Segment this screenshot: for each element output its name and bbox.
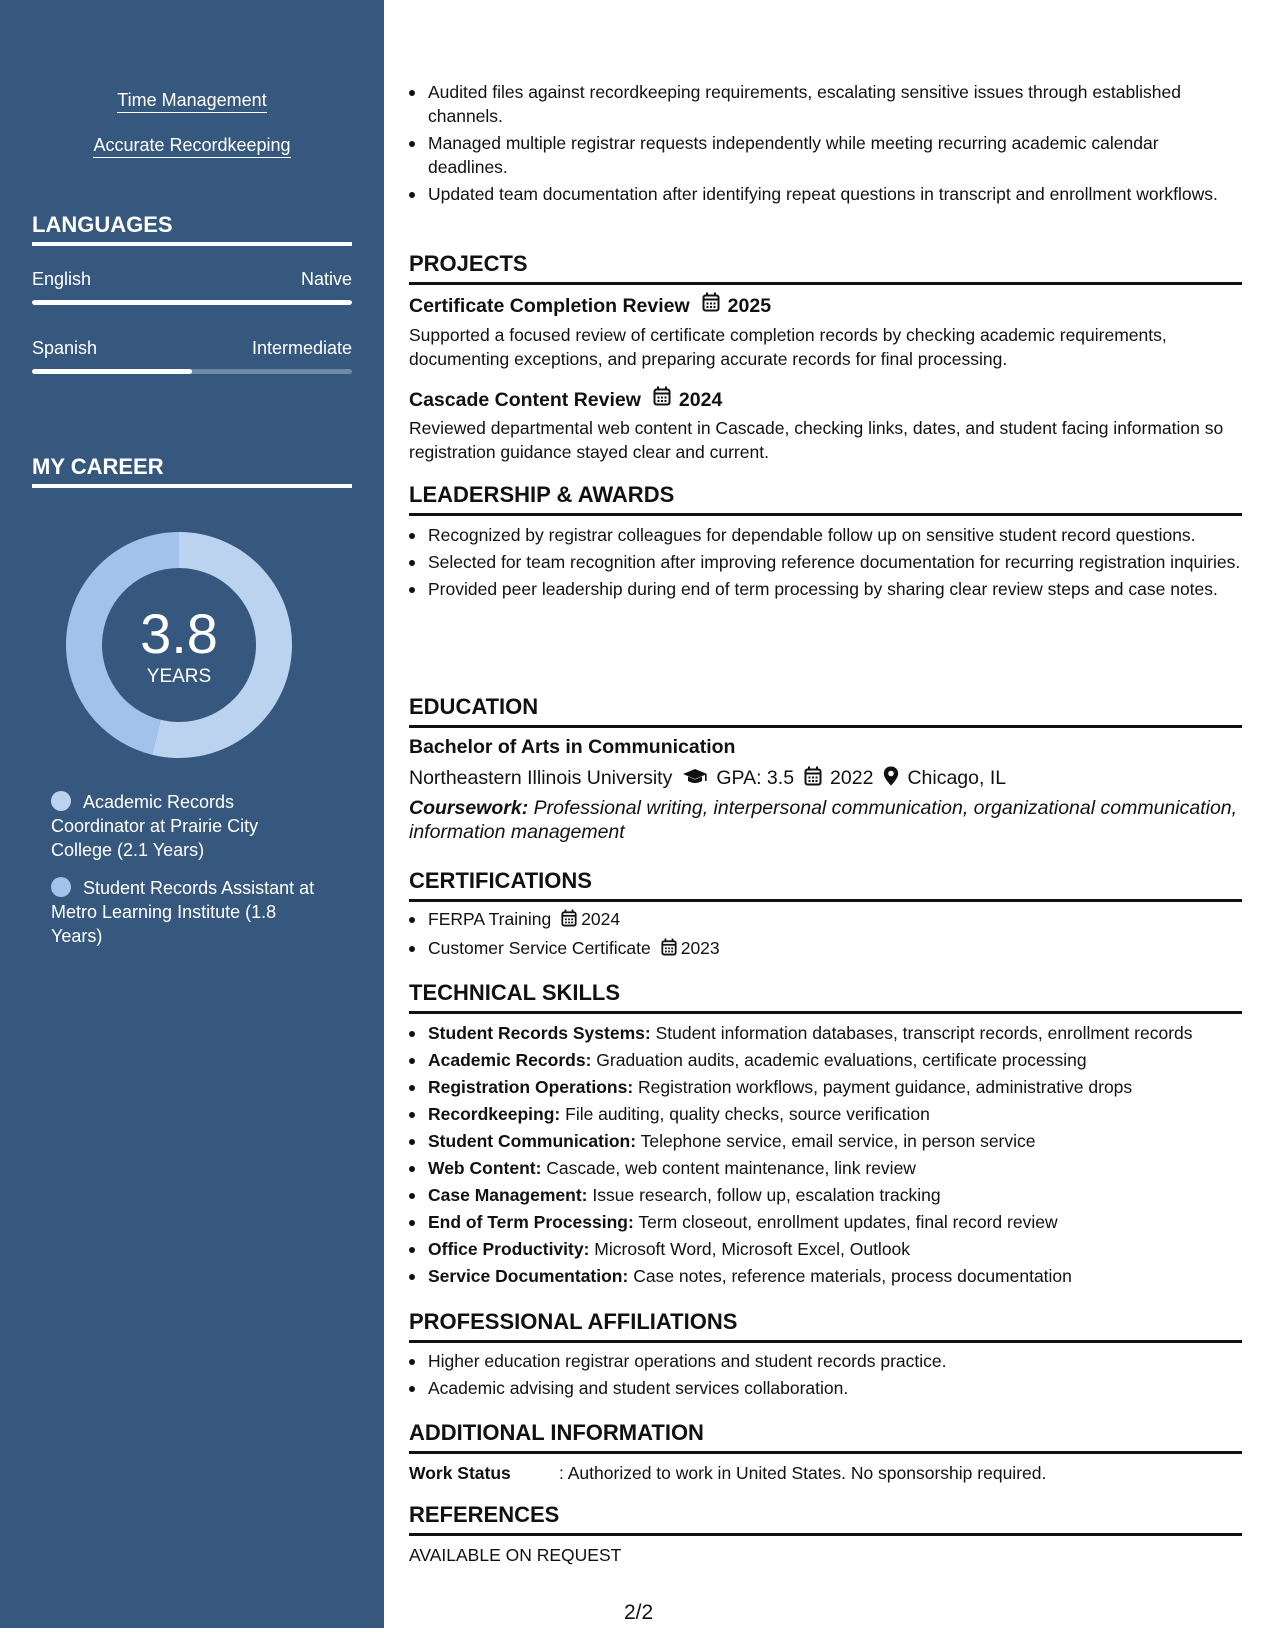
skill-label: Accurate Recordkeeping [93, 135, 290, 158]
career-total-value: 3.8 [140, 602, 218, 665]
project-description: Reviewed departmental web content in Cascade, checking links, dates, and student facing information so registration guidance stayed clear and current. [409, 418, 1224, 462]
experience-bullet: Updated team documentation after identifying repeat questions in transcript and enrollment workflows. [409, 182, 1242, 206]
location-pin-icon [883, 769, 899, 791]
references-text: AVAILABLE ON REQUEST [409, 1545, 622, 1565]
gpa: GPA: 3.5 [716, 767, 795, 789]
language-proficiency-fill [32, 300, 352, 305]
technical-skill-label: Student Communication: [428, 1131, 637, 1151]
languages-heading: LANGUAGES [32, 212, 352, 246]
technical-skill-value: Cascade, web content maintenance, link review [546, 1158, 916, 1178]
calendar-icon [661, 940, 677, 960]
affiliations-heading: PROFESSIONAL AFFILIATIONS [409, 1309, 1242, 1343]
experience-bullets [409, 80, 1242, 206]
career-legend-label: Academic Records Coordinator at Prairie City College (2.1 Years) [51, 792, 259, 860]
language-name: Spanish [32, 338, 98, 358]
career-legend-label: Student Records Assistant at Metro Learning Institute (1.8 Years) [51, 878, 315, 946]
technical-skills-list [409, 1020, 1242, 1290]
project-description: Supported a focused review of certificate completion records by checking academic requirements, documenting exceptions, and preparing accurate records for final processing. [409, 325, 1167, 369]
certification-year: 2024 [581, 909, 621, 929]
technical-skill-value: Term closeout, enrollment updates, final record review [638, 1212, 1058, 1232]
technical-skill-value: Telephone service, email service, in person service [640, 1131, 1036, 1151]
project-year: 2025 [727, 295, 772, 317]
technical-skill-item [409, 1101, 1242, 1128]
technical-skill-label: Service Documentation: [428, 1266, 629, 1286]
technical-skill-value: Registration workflows, payment guidance, administrative drops [638, 1077, 1133, 1097]
technical-skill-label: Academic Records: [428, 1050, 592, 1070]
technical-skill-value: Microsoft Word, Microsoft Excel, Outlook [594, 1239, 911, 1259]
career-donut-chart [66, 532, 292, 758]
project-title: Certificate Completion Review [409, 295, 690, 317]
certification-name: Customer Service Certificate [428, 938, 651, 958]
technical-skill-value: Issue research, follow up, escalation tracking [592, 1185, 941, 1205]
career-heading: MY CAREER [32, 454, 352, 488]
technical-skill-item [409, 1263, 1242, 1290]
technical-skill-item [409, 1074, 1242, 1101]
technical-skill-value: Student information databases, transcript records, enrollment records [655, 1023, 1193, 1043]
technical-skill-label: Registration Operations: [428, 1077, 634, 1097]
language-level: Intermediate [251, 338, 352, 358]
technical-skill-item [409, 1047, 1242, 1074]
project-title-row [409, 292, 771, 318]
technical-skill-value: Case notes, reference materials, process documentation [633, 1266, 1072, 1286]
coursework-text: Professional writing, interpersonal communication, organizational communication, information management [409, 797, 1238, 843]
technical-skill-item [409, 1236, 1242, 1263]
technical-skill-label: Student Records Systems: [428, 1023, 651, 1043]
projects-heading: PROJECTS [409, 251, 1242, 285]
technical-skill-label: Recordkeeping: [428, 1104, 561, 1124]
technical-skill-item [409, 1182, 1242, 1209]
technical-skill-label: Case Management: [428, 1185, 588, 1205]
technical-skills-heading: TECHNICAL SKILLS [409, 980, 1242, 1014]
skill-label: Time Management [117, 90, 266, 113]
experience-bullet: Audited files against recordkeeping requirements, escalating sensitive issues through established channels. [409, 80, 1242, 128]
additional-info-heading: ADDITIONAL INFORMATION [409, 1420, 1242, 1454]
coursework [409, 796, 1242, 844]
legend-dot-icon [51, 791, 71, 811]
technical-skill-item [409, 1209, 1242, 1236]
language-proficiency-fill [32, 369, 192, 374]
legend-dot-icon [51, 877, 71, 897]
school-location: Chicago, IL [907, 767, 1007, 789]
language-proficiency-bar [32, 300, 352, 305]
career-total-unit: YEARS [146, 666, 212, 687]
certifications-list [409, 906, 1242, 964]
affiliation-item: Academic advising and student services collaboration. [409, 1375, 1242, 1402]
career-legend-item [51, 876, 321, 948]
skill-item [0, 89, 384, 111]
education-heading: EDUCATION [409, 694, 1242, 728]
technical-skill-label: Web Content: [428, 1158, 542, 1178]
technical-skill-value: Graduation audits, academic evaluations, certificate processing [596, 1050, 1087, 1070]
calendar-icon [653, 389, 671, 411]
degree-title: Bachelor of Arts in Communication [409, 736, 736, 758]
career-legend-item [51, 790, 321, 862]
technical-skill-label: End of Term Processing: [428, 1212, 634, 1232]
sidebar [0, 0, 384, 1628]
work-status-value: : Authorized to work in United States. No sponsorship required. [559, 1463, 1047, 1483]
project-title-row [409, 386, 722, 412]
technical-skill-label: Office Productivity: [428, 1239, 590, 1259]
language-name: English [32, 269, 92, 289]
leadership-bullet: Provided peer leadership during end of term processing by sharing clear review steps and case notes. [409, 577, 1242, 601]
calendar-icon [702, 295, 720, 317]
technical-skill-item [409, 1128, 1242, 1155]
graduation-year: 2022 [830, 767, 874, 789]
affiliation-item: Higher education registrar operations and student records practice. [409, 1348, 1242, 1375]
education-details [409, 766, 1006, 792]
page-number: 2/2 [624, 1601, 654, 1624]
graduation-cap-icon [682, 769, 708, 791]
technical-skill-item [409, 1155, 1242, 1182]
experience-bullet: Managed multiple registrar requests independently while meeting recurring academic calendar deadlines. [409, 131, 1242, 179]
affiliations-list [409, 1348, 1242, 1402]
skill-item [0, 134, 384, 156]
leadership-bullets [409, 523, 1242, 601]
calendar-icon [561, 911, 577, 931]
work-status-row [409, 1461, 1046, 1485]
certification-name: FERPA Training [428, 909, 552, 929]
project-year: 2024 [678, 389, 723, 411]
certification-item [409, 935, 1242, 964]
leadership-bullet: Selected for team recognition after improving reference documentation for recurring registration inquiries. [409, 550, 1242, 574]
technical-skill-item [409, 1020, 1242, 1047]
certification-year: 2023 [680, 938, 720, 958]
technical-skill-value: File auditing, quality checks, source verification [565, 1104, 930, 1124]
certification-item [409, 906, 1242, 935]
language-proficiency-bar [32, 369, 352, 374]
school-name: Northeastern Illinois University [409, 767, 673, 789]
work-status-label: Work Status [409, 1463, 511, 1483]
language-level: Native [300, 269, 352, 289]
calendar-icon [804, 769, 822, 791]
certifications-heading: CERTIFICATIONS [409, 868, 1242, 902]
references-heading: REFERENCES [409, 1502, 1242, 1536]
project-title: Cascade Content Review [409, 389, 641, 411]
leadership-heading: LEADERSHIP & AWARDS [409, 482, 1242, 516]
coursework-label: Coursework: [409, 797, 529, 819]
leadership-bullet: Recognized by registrar colleagues for dependable follow up on sensitive student record questions. [409, 523, 1242, 547]
